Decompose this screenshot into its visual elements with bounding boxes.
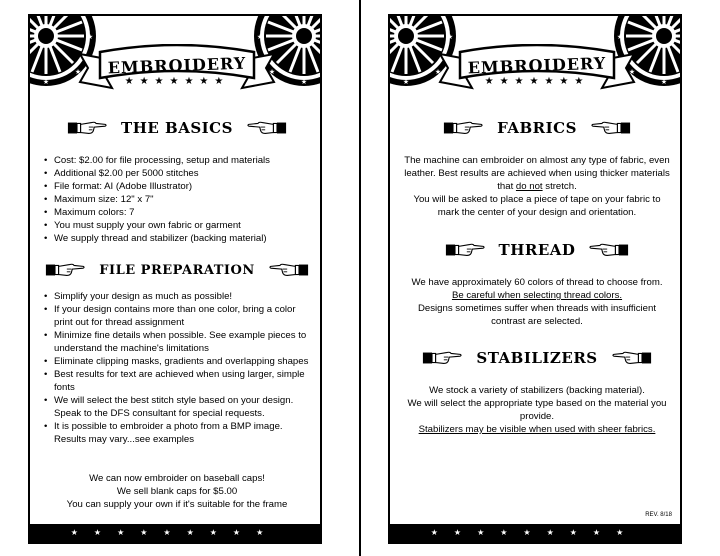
pointing-hand-left-icon (610, 348, 654, 368)
list-item: • If your design contains more than one color, bring a color print out for thread assignment (44, 303, 314, 329)
thread-line: Designs sometimes suffer when threads with insufficient contrast are selected. (417, 303, 656, 327)
caps-line: We can now embroider on baseball caps! (89, 473, 265, 484)
page-divider (359, 0, 361, 556)
list-item: • It is possible to embroider a photo from a BMP image. Results may vary...see examples (44, 420, 314, 446)
pointing-hand-right-icon (43, 260, 87, 280)
list-item: • Best results for text are achieved when using larger, simple fonts (44, 368, 314, 394)
basics-list (44, 154, 314, 245)
banner-title: EMBROIDERY (467, 53, 607, 78)
heading-file-preparation (30, 258, 322, 282)
section-title: STABILIZERS (476, 349, 598, 367)
stabilizers-line: We stock a variety of stabilizers (backing material). (429, 385, 645, 396)
list-item: • You must supply your own fabric or garment (44, 219, 314, 232)
list-item: • Eliminate clipping masks, gradients and overlapping shapes (44, 355, 314, 368)
thread-warning: Be careful when selecting thread colors. (451, 290, 623, 301)
list-item: • We will select the best stitch style based on your design. Speak to the DFS consultant for special requests. (44, 394, 314, 420)
section-title: THE BASICS (121, 119, 233, 137)
pointing-hand-left-icon (589, 118, 633, 138)
section-title: FILE PREPARATION (99, 262, 255, 278)
list-item: • Simplify your design as much as possible! (44, 290, 314, 303)
section-title: FABRICS (497, 119, 577, 137)
list-item: • Cost: $2.00 for file processing, setup and materials (44, 154, 314, 167)
thread-text (402, 276, 672, 328)
star-row: ★★★★★★★ (484, 76, 590, 87)
fabrics-paragraph: The machine can embroider on almost any type of fabric, even leather. Best results are achieved when using thicker materials that do not stretch. (404, 155, 670, 192)
pointing-hand-right-icon (65, 118, 109, 138)
list-item: • Maximum colors: 7 (44, 206, 314, 219)
list-item: • Maximum size: 12" x 7" (44, 193, 314, 206)
pointing-hand-right-icon (420, 348, 464, 368)
emphasis-do-not: do not (515, 181, 543, 192)
banner-title: EMBROIDERY (107, 53, 247, 78)
bottom-star-bar: ★★★★★★★★★ (390, 524, 680, 542)
heading-fabrics (390, 116, 682, 140)
revision-label: REV. 8/18 (645, 512, 672, 518)
card-right (388, 14, 682, 544)
list-item: • Additional $2.00 per 5000 stitches (44, 167, 314, 180)
thread-line: We have approximately 60 colors of thread to choose from. (411, 277, 663, 288)
heading-stabilizers (390, 346, 682, 370)
pointing-hand-right-icon (441, 118, 485, 138)
star-row: ★★★★★★★ (124, 76, 230, 87)
section-title: THREAD (498, 241, 576, 259)
stabilizers-text (402, 384, 672, 436)
heading-the-basics (30, 116, 322, 140)
caps-line: We sell blank caps for $5.00 (116, 486, 238, 497)
list-item: • File format: AI (Adobe Illustrator) (44, 180, 314, 193)
pointing-hand-left-icon (587, 240, 631, 260)
pointing-hand-left-icon (267, 260, 311, 280)
list-item: • We supply thread and stabilizer (backing material) (44, 232, 314, 245)
fabrics-text (402, 154, 672, 219)
heading-thread (390, 238, 682, 262)
file-preparation-list (44, 290, 314, 446)
stabilizers-line: We will select the appropriate type based on the material you provide. (407, 398, 667, 422)
fabrics-paragraph: You will be asked to place a piece of tape on your fabric to mark the center of your design and orientation. (413, 194, 661, 218)
stabilizers-warning: Stabilizers may be visible when used with sheer fabrics. (418, 424, 656, 435)
caps-note (42, 472, 312, 511)
card-left (28, 14, 322, 544)
pointing-hand-right-icon (443, 240, 487, 260)
caps-line: You can supply your own if it's suitable for the frame (66, 499, 288, 510)
bottom-star-bar: ★★★★★★★★★ (30, 524, 320, 542)
list-item: • Minimize fine details when possible. See example pieces to understand the machine's limitations (44, 329, 314, 355)
pointing-hand-left-icon (245, 118, 289, 138)
